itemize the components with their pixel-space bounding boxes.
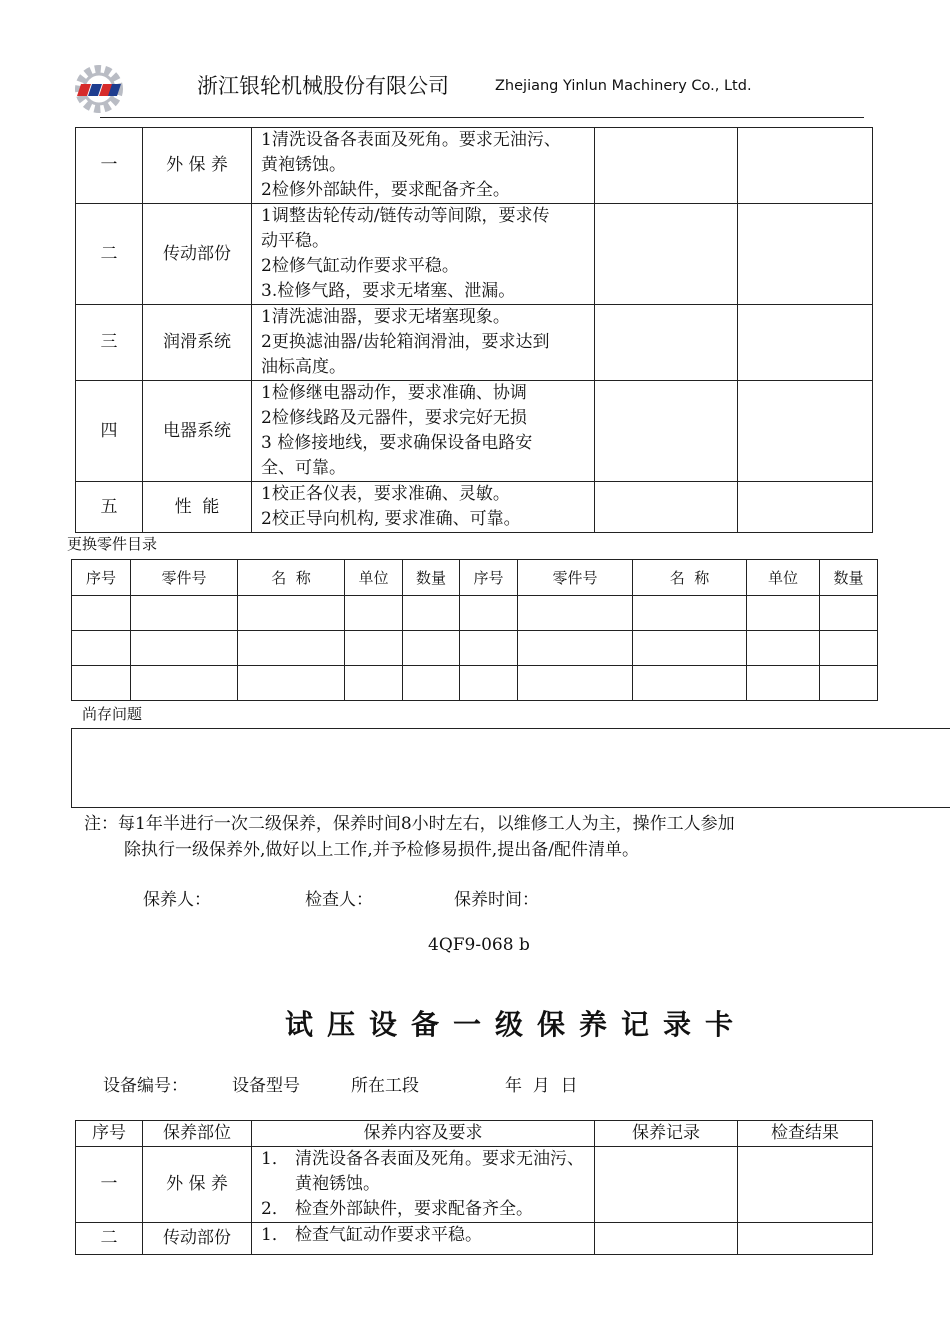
cell[interactable] xyxy=(345,596,403,631)
date-label: 年 月 日 xyxy=(505,1076,578,1096)
cell[interactable] xyxy=(460,596,518,631)
card2-header-row xyxy=(76,1121,873,1147)
table-row xyxy=(76,204,873,305)
document-code: 4QF9-068 b xyxy=(428,935,530,955)
content-item xyxy=(261,1147,590,1197)
content-line: 1调整齿轮传动/链传动等间隙，要求传 xyxy=(261,206,550,226)
table-row xyxy=(72,596,878,631)
maintenance-time-label: 保养时间： xyxy=(454,890,539,910)
table-row xyxy=(72,666,878,701)
row-content xyxy=(252,204,595,305)
equipment-no-label: 设备编号： xyxy=(103,1076,188,1096)
company-name-en: Zhejiang Yinlun Machinery Co., Ltd. xyxy=(495,78,752,94)
cell[interactable] xyxy=(72,666,131,701)
col-header: 零件号 xyxy=(131,560,238,596)
row-no: 四 xyxy=(76,381,143,482)
issues-box[interactable] xyxy=(71,728,950,808)
cell[interactable] xyxy=(460,631,518,666)
row-no: 五 xyxy=(76,482,143,533)
col-header: 单位 xyxy=(345,560,403,596)
cell[interactable] xyxy=(633,631,747,666)
issues-title: 尚存问题 xyxy=(82,705,143,723)
company-logo xyxy=(72,62,126,116)
row-no: 二 xyxy=(76,204,143,305)
result-cell[interactable] xyxy=(738,128,873,204)
col-header: 名 称 xyxy=(633,560,747,596)
item-number: 1． xyxy=(261,1225,289,1245)
note-line-1: 注：每1年半进行一次二级保养，保养时间8小时左右，以维修工人为主，操作工人参加 xyxy=(84,814,735,834)
cell[interactable] xyxy=(238,666,345,701)
row-no: 二 xyxy=(76,1223,143,1255)
result-cell[interactable] xyxy=(738,1147,873,1223)
item-text: 清洗设备各表面及死角。要求无油污、黄袍锈蚀。 xyxy=(295,1149,584,1194)
cell[interactable] xyxy=(820,596,878,631)
content-line: 全、可靠。 xyxy=(261,458,346,478)
record-cell[interactable] xyxy=(595,204,738,305)
table-row xyxy=(76,128,873,204)
card-title: 试压设备一级保养记录卡 xyxy=(285,1008,748,1041)
maintenance-table xyxy=(75,127,873,533)
row-part: 性 能 xyxy=(143,482,252,533)
result-cell[interactable] xyxy=(738,381,873,482)
col-header: 单位 xyxy=(747,560,820,596)
equipment-model-label: 设备型号 xyxy=(232,1076,300,1096)
col-header: 零件号 xyxy=(518,560,633,596)
cell[interactable] xyxy=(131,631,238,666)
cell[interactable] xyxy=(72,596,131,631)
cell[interactable] xyxy=(747,666,820,701)
result-cell[interactable] xyxy=(738,204,873,305)
col-header: 序号 xyxy=(460,560,518,596)
col-header: 序号 xyxy=(76,1121,143,1147)
cell[interactable] xyxy=(633,596,747,631)
content-item xyxy=(261,1223,590,1248)
table-row xyxy=(76,305,873,381)
content-line: 动平稳。 xyxy=(261,231,329,251)
record-cell[interactable] xyxy=(595,482,738,533)
col-header: 保养部位 xyxy=(143,1121,252,1147)
section-label: 所在工段 xyxy=(351,1076,419,1096)
col-header: 名 称 xyxy=(238,560,345,596)
row-no: 一 xyxy=(76,128,143,204)
record-cell[interactable] xyxy=(595,1147,738,1223)
cell[interactable] xyxy=(820,666,878,701)
table-row xyxy=(76,1223,873,1255)
cell[interactable] xyxy=(747,596,820,631)
cell[interactable] xyxy=(72,631,131,666)
table-row xyxy=(72,631,878,666)
item-text: 检查外部缺件，要求配备齐全。 xyxy=(295,1199,533,1219)
parts-table xyxy=(71,559,878,701)
row-content xyxy=(252,1223,595,1255)
content-line: 2检修气缸动作要求平稳。 xyxy=(261,256,459,276)
parts-list-title: 更换零件目录 xyxy=(67,535,158,553)
item-number: 2． xyxy=(261,1199,289,1219)
cell[interactable] xyxy=(131,666,238,701)
content-line: 油标高度。 xyxy=(261,357,346,377)
row-part: 外 保 养 xyxy=(143,1147,252,1223)
cell[interactable] xyxy=(747,631,820,666)
col-header: 保养记录 xyxy=(595,1121,738,1147)
col-header: 保养内容及要求 xyxy=(252,1121,595,1147)
cell[interactable] xyxy=(131,596,238,631)
item-number: 1． xyxy=(261,1149,289,1169)
card2-table xyxy=(75,1120,873,1255)
record-cell[interactable] xyxy=(595,381,738,482)
row-part: 电器系统 xyxy=(143,381,252,482)
record-cell[interactable] xyxy=(595,305,738,381)
row-part: 润滑系统 xyxy=(143,305,252,381)
cell[interactable] xyxy=(518,631,633,666)
cell[interactable] xyxy=(238,596,345,631)
cell[interactable] xyxy=(345,631,403,666)
row-content xyxy=(252,1147,595,1223)
col-header: 检查结果 xyxy=(738,1121,873,1147)
record-cell[interactable] xyxy=(595,1223,738,1255)
content-line: 1清洗滤油器，要求无堵塞现象。 xyxy=(261,307,510,327)
result-cell[interactable] xyxy=(738,305,873,381)
col-header: 数量 xyxy=(820,560,878,596)
result-cell[interactable] xyxy=(738,1223,873,1255)
table-row xyxy=(76,381,873,482)
content-item xyxy=(261,1197,590,1222)
cell[interactable] xyxy=(345,666,403,701)
cell[interactable] xyxy=(403,666,460,701)
content-line: 2更换滤油器/齿轮箱润滑油，要求达到 xyxy=(261,332,550,352)
content-line: 黄袍锈蚀。 xyxy=(261,155,346,175)
content-line: 3 检修接地线，要求确保设备电路安 xyxy=(261,433,533,453)
note-line-2: 除执行一级保养外,做好以上工作,并予检修易损件,提出备/配件清单。 xyxy=(124,840,639,860)
row-content xyxy=(252,482,595,533)
row-part: 传动部份 xyxy=(143,204,252,305)
row-no: 一 xyxy=(76,1147,143,1223)
item-text: 检查气缸动作要求平稳。 xyxy=(295,1225,482,1245)
row-content xyxy=(252,305,595,381)
content-line: 3.检修气路，要求无堵塞、泄漏。 xyxy=(261,281,516,301)
cell[interactable] xyxy=(403,631,460,666)
row-content xyxy=(252,381,595,482)
table-row xyxy=(76,1147,873,1223)
cell[interactable] xyxy=(238,631,345,666)
row-part: 外 保 养 xyxy=(143,128,252,204)
cell[interactable] xyxy=(518,666,633,701)
row-content xyxy=(252,128,595,204)
company-name-cn: 浙江银轮机械股份有限公司 xyxy=(197,74,449,98)
header-rule xyxy=(100,117,864,118)
col-header: 序号 xyxy=(72,560,131,596)
content-line: 2校正导向机构, 要求准确、可靠。 xyxy=(261,509,521,529)
parts-header-row xyxy=(72,560,878,596)
inspector-label: 检查人： xyxy=(305,890,373,910)
content-line: 2检修外部缺件，要求配备齐全。 xyxy=(261,180,510,200)
cell[interactable] xyxy=(518,596,633,631)
maintainer-label: 保养人： xyxy=(143,890,211,910)
table-row xyxy=(76,482,873,533)
content-line: 1清洗设备各表面及死角。要求无油污、 xyxy=(261,130,561,150)
cell[interactable] xyxy=(403,596,460,631)
cell[interactable] xyxy=(460,666,518,701)
result-cell[interactable] xyxy=(738,482,873,533)
row-no: 三 xyxy=(76,305,143,381)
content-line: 1检修继电器动作，要求准确、协调 xyxy=(261,383,527,403)
record-cell[interactable] xyxy=(595,128,738,204)
cell[interactable] xyxy=(820,631,878,666)
cell[interactable] xyxy=(633,666,747,701)
content-line: 2检修线路及元器件，要求完好无损 xyxy=(261,408,527,428)
col-header: 数量 xyxy=(403,560,460,596)
row-part: 传动部份 xyxy=(143,1223,252,1255)
content-line: 1校正各仪表，要求准确、灵敏。 xyxy=(261,484,510,504)
